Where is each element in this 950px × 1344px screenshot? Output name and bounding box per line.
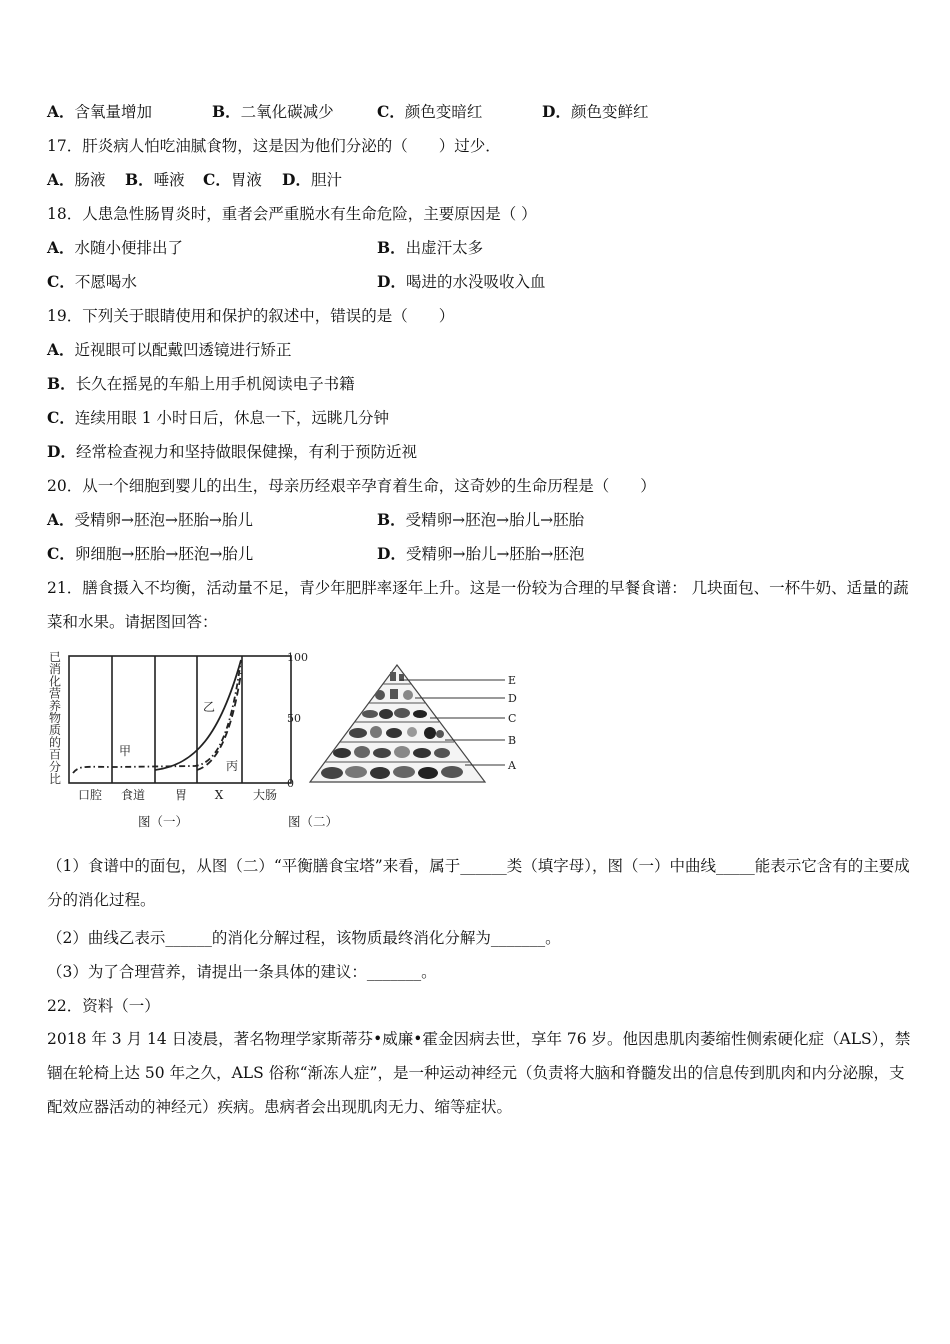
y-tick-100: 100 — [287, 651, 308, 664]
figure-1-ylabel — [49, 650, 61, 786]
q16-option-c: C．颜色变暗红 — [377, 102, 483, 121]
figure-1-digestion-chart — [45, 645, 315, 840]
q20-stem: 20．从一个细胞到婴儿的出生，母亲历经艰辛孕育着生命，这奇妙的生命历程是（ ） — [47, 477, 656, 495]
q18-stem: 18．人患急性肠胃炎时，重者会严重脱水有生命危险，主要原因是（ ） — [47, 205, 537, 223]
q19-option-d: D．经常检查视力和坚持做眼保健操，有利于预防近视 — [47, 442, 417, 461]
q19-option-a: A．近视眼可以配戴凹透镜进行矫正 — [47, 340, 292, 359]
q17-stem: 17．肝炎病人怕吃油腻食物，这是因为他们分泌的（ ）过少． — [47, 137, 501, 155]
q17-option-a: A．肠液 — [47, 170, 106, 189]
q21-sub1: （1）食谱中的面包，从图（二）“平衡膳食宝塔”来看，属于______类（填字母），图（一）中曲线_____能表示它含有的主要成分的消化过程。 — [47, 857, 910, 909]
ylabel-char: 营 — [48, 686, 62, 701]
ylabel-char: 化 — [48, 674, 62, 689]
q22-title: 22．资料（一） — [47, 997, 160, 1015]
q19-stem: 19．下列关于眼睛使用和保护的叙述中，错误的是（ ） — [47, 307, 455, 325]
q18-option-c: C．不愿喝水 — [47, 272, 137, 291]
q21-stem: 21．膳食摄入不均衡，活动量不足，青少年肥胖率逐年上升。这是一份较为合理的早餐食谱： 几块面包、一杯牛奶、适量的蔬菜和水果。请据图回答： — [47, 579, 909, 631]
q21-sub3: （3）为了合理营养，请提出一条具体的建议：_______。 — [47, 963, 437, 981]
ylabel-char: 已 — [48, 650, 62, 664]
figure-1-frame — [69, 656, 291, 783]
y-tick-50: 50 — [287, 712, 301, 725]
q16-option-d: D．颜色变鲜红 — [542, 102, 649, 121]
level-label-d: D — [508, 692, 517, 705]
q20-option-a: A．受精卵→胚泡→胚胎→胎儿 — [47, 510, 253, 529]
y-tick-0: 0 — [287, 777, 294, 790]
x-label-x: X — [214, 788, 224, 802]
figure-1-caption: 图（一） — [137, 814, 189, 829]
q17-option-b: B．唾液 — [125, 170, 185, 189]
q19-option-c: C．连续用眼 1 小时日后，休息一下，远眺几分钟 — [47, 408, 390, 427]
ylabel-char: 比 — [48, 772, 62, 786]
ylabel-char: 养 — [48, 698, 62, 713]
figure-2-food-pyramid — [280, 655, 540, 840]
curve-label-jia: 甲 — [119, 744, 132, 758]
q22-paragraph: 2018 年 3 月 14 日凌晨，著名物理学家斯蒂芬•威廉•霍金因病去世，享年 76 岁。他因患肌肉萎缩性侧索硬化症（ALS），禁锢在轮椅上达 50 年之久，ALS 俗称“渐冻人症”，是一种运动神经元（负责将大脑和脊髓发出的信息传到肌肉和内分泌腺，支配效应器活动的神经元）疾病。患病者会出现肌肉无力、缩等症状。 — [47, 1030, 911, 1116]
q18-option-d: D．喝进的水没吸收入血 — [377, 272, 546, 291]
ylabel-char: 分 — [48, 759, 62, 774]
ylabel-char: 消 — [48, 662, 62, 677]
level-label-b: B — [508, 734, 517, 747]
q18-option-a: A．水随小便排出了 — [47, 238, 184, 257]
q20-option-d: D．受精卵→胎儿→胚胎→胚泡 — [377, 544, 585, 563]
figure-2-caption: 图（二） — [287, 814, 339, 829]
curve-bing — [197, 673, 241, 770]
curve-label-yi: 乙 — [203, 700, 216, 714]
curve-yi — [155, 660, 241, 770]
q17-option-d: D．胆汁 — [282, 170, 342, 189]
ylabel-char: 质 — [48, 723, 62, 738]
x-label-kouqiang: 口腔 — [77, 788, 103, 802]
pyramid-outline — [310, 665, 485, 782]
q18-option-b: B．出虚汗太多 — [377, 238, 484, 257]
q19-option-b: B．长久在摇晃的车船上用手机阅读电子书籍 — [47, 374, 355, 393]
ylabel-char: 物 — [48, 711, 62, 725]
x-label-wei: 胃 — [174, 788, 188, 802]
q20-option-c: C．卵细胞→胚胎→胚泡→胎儿 — [47, 544, 254, 563]
x-label-dachang: 大肠 — [252, 788, 278, 802]
curve-label-bing: 丙 — [226, 759, 239, 773]
level-label-c: C — [508, 712, 517, 725]
level-label-e: E — [508, 674, 517, 687]
q16-option-a: A．含氧量增加 — [47, 102, 153, 121]
q17-option-c: C．胃液 — [203, 170, 262, 189]
level-label-a: A — [508, 759, 516, 772]
q21-sub2: （2）曲线乙表示______的消化分解过程，该物质最终消化分解为_______。 — [47, 929, 561, 947]
x-label-shidao: 食道 — [120, 788, 146, 802]
q16-option-b: B．二氧化碳减少 — [212, 102, 334, 121]
q20-option-b: B．受精卵→胚泡→胎儿→胚胎 — [377, 510, 585, 529]
ylabel-char: 的 — [48, 735, 62, 750]
ylabel-char: 百 — [48, 747, 62, 762]
